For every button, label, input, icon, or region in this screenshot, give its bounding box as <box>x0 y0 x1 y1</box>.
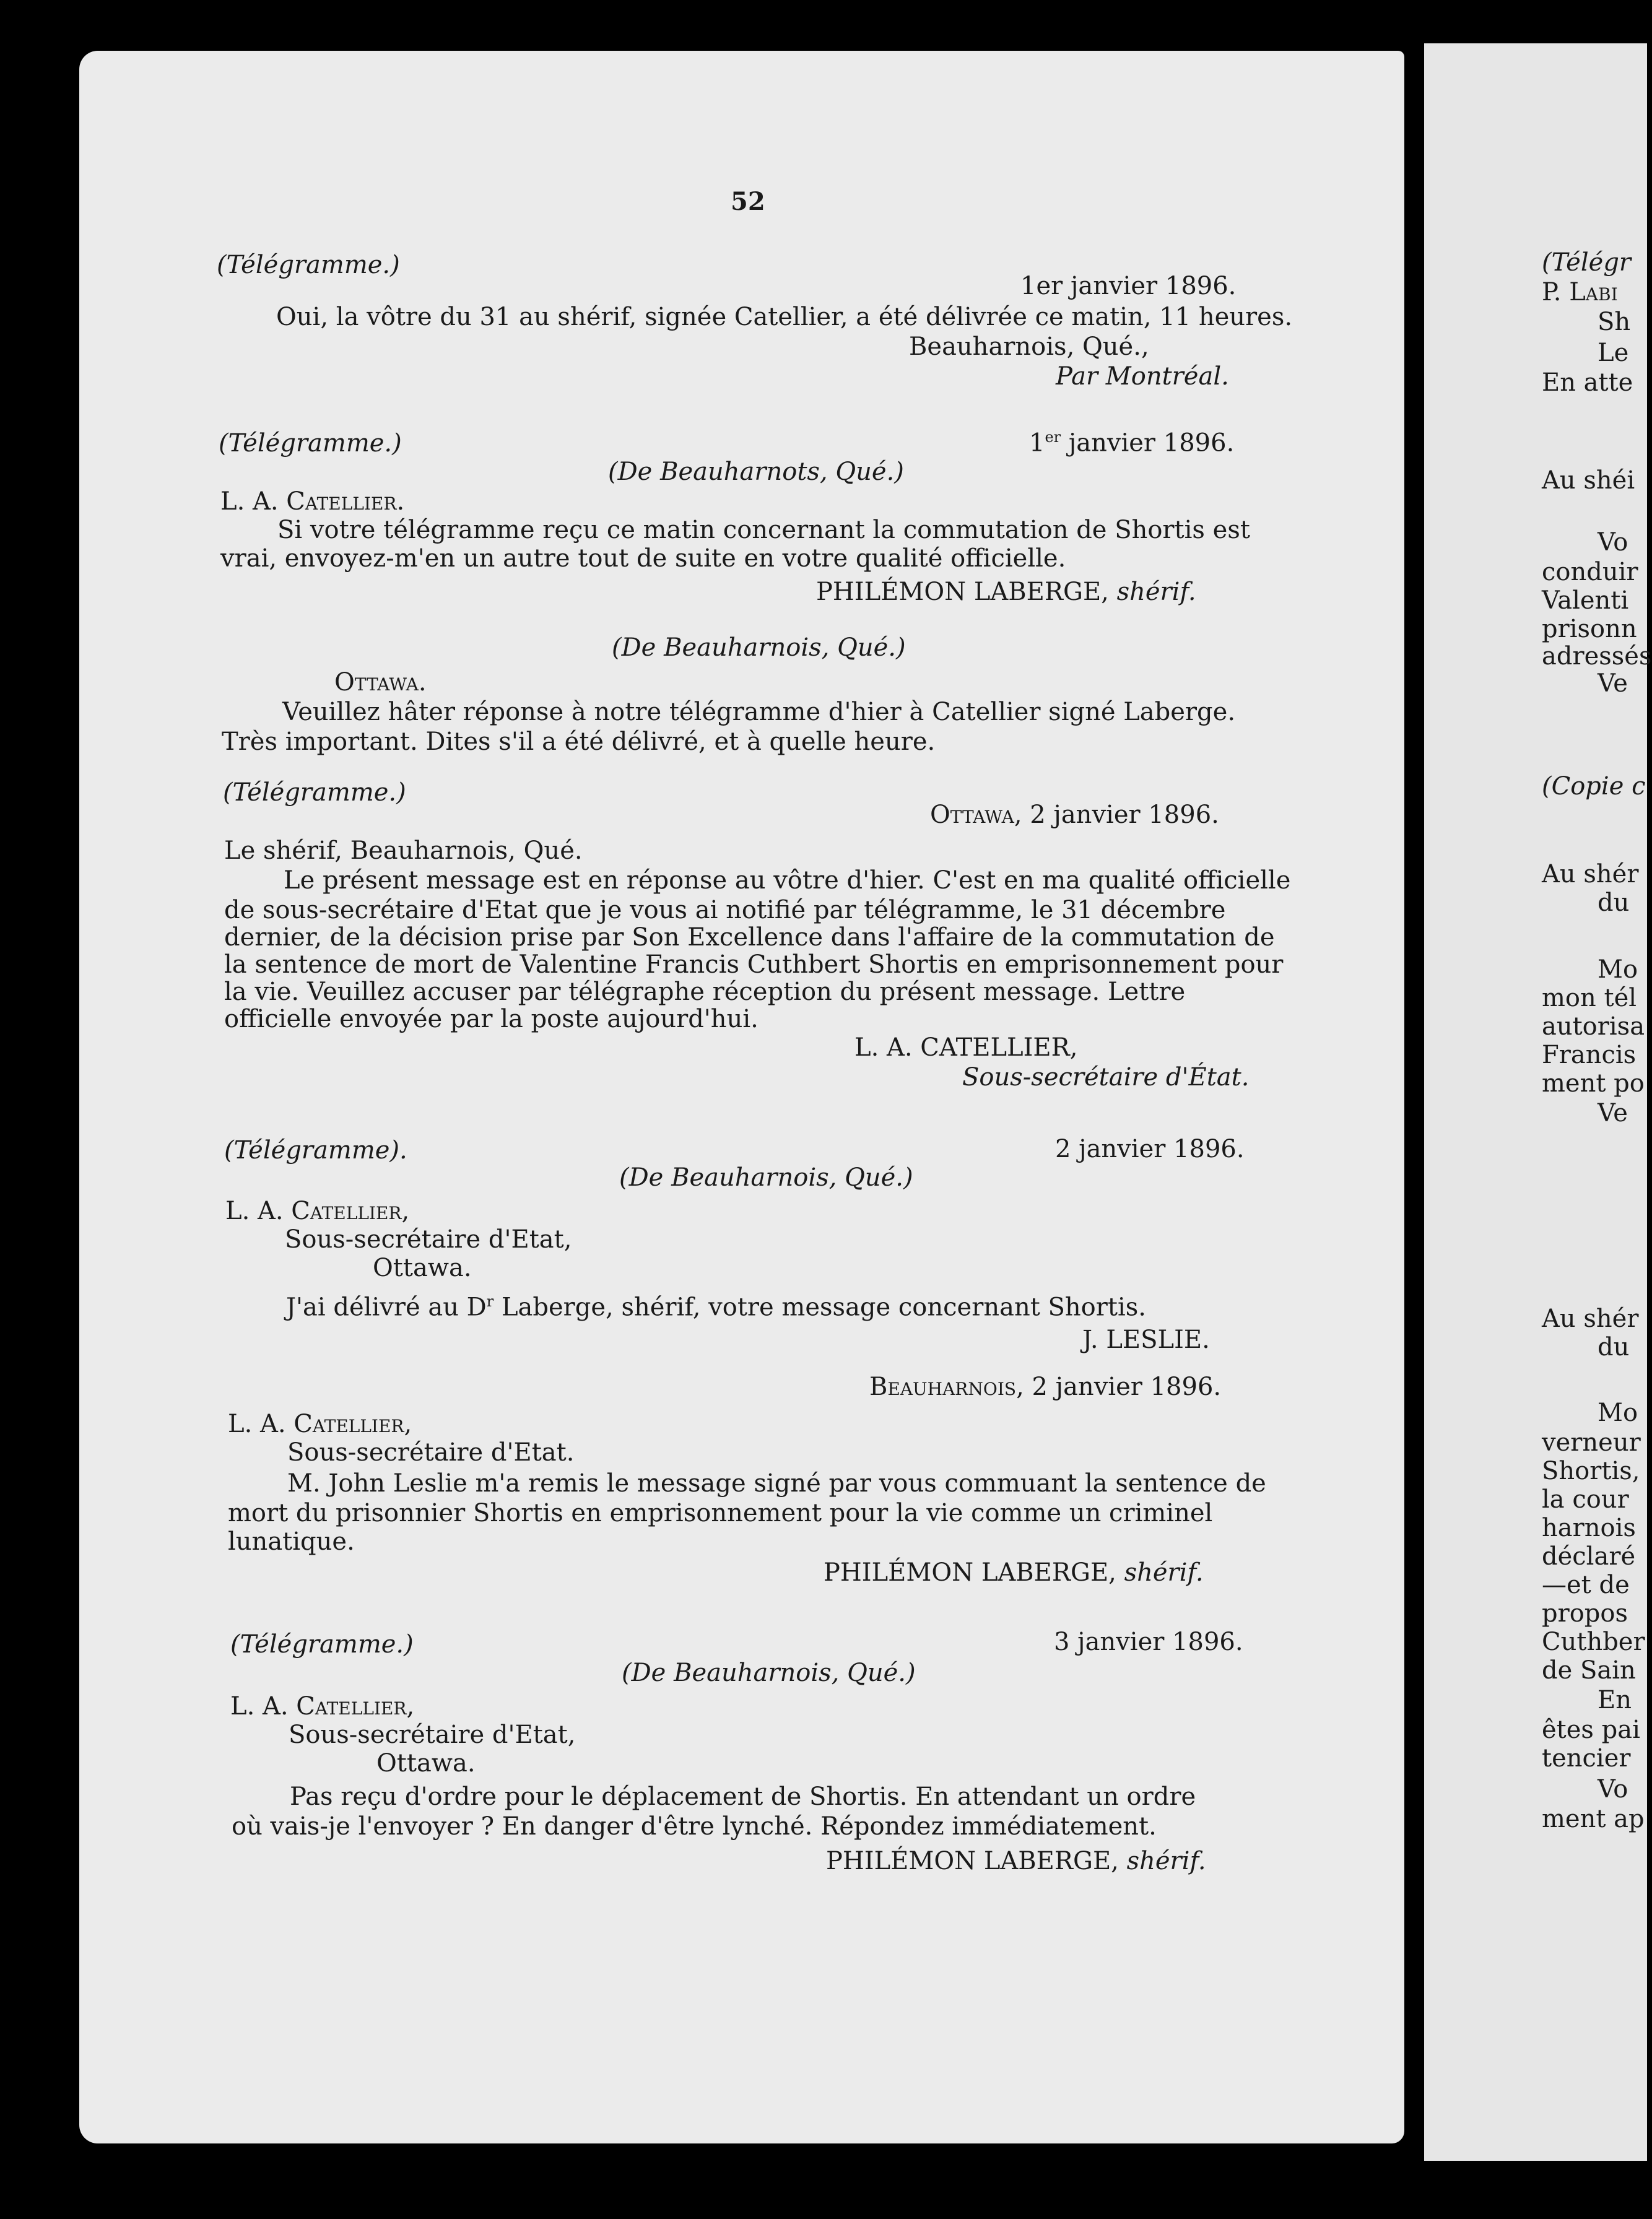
letter-addressee-line: L. A. Catellier, <box>228 1410 412 1438</box>
telegram-signature: J. LESLIE. <box>1082 1326 1210 1354</box>
fragment-line: En <box>1598 1686 1632 1714</box>
fragment-line: En atte <box>1542 368 1633 397</box>
telegram-body-line: de sous-secrétaire d'Etat que je vous ai notifié par télégramme, le 31 décembre <box>224 896 1226 924</box>
telegram-date: 1er janvier 1896. <box>1020 272 1237 300</box>
fragment-line: conduir <box>1542 558 1638 586</box>
telegram-heading: (Télégramme.) <box>223 778 406 807</box>
telegram-body-line: officielle envoyée par la poste aujourd'hui. <box>224 1005 759 1033</box>
fragment-line: prisonn <box>1542 615 1637 643</box>
telegram-addressee-line: Sous-secrétaire d'Etat, <box>289 1721 576 1749</box>
telegram-signature: PHILÉMON LABERGE, shérif. <box>826 1847 1206 1875</box>
fragment-line: (Télégr <box>1542 248 1632 277</box>
fragment-line: Francis <box>1542 1041 1637 1069</box>
telegram-via: Par Montréal. <box>1056 362 1229 391</box>
fragment-line: déclaré <box>1542 1542 1636 1571</box>
letter-signature: PHILÉMON LABERGE, shérif. <box>824 1558 1204 1587</box>
fragment-line: du <box>1598 1333 1630 1361</box>
telegram-addressee-line: Ottawa. <box>376 1749 476 1778</box>
telegram-body: Oui, la vôtre du 31 au shérif, signée Catellier, a été délivrée ce matin, 11 heures. <box>276 303 1293 331</box>
telegram-addressee: Le shérif, Beauharnois, Qué. <box>224 836 583 865</box>
telegram-body-line: dernier, de la décision prise par Son Excellence dans l'affaire de la commutation de <box>224 923 1275 952</box>
telegram-body-line: la vie. Veuillez accuser par télégraphe réception du présent message. Lettre <box>224 978 1186 1006</box>
fragment-line: propos <box>1542 1599 1628 1628</box>
telegram-origin: (De Beauharnots, Qué.) <box>608 458 904 486</box>
fragment-line: Vo <box>1598 1775 1628 1804</box>
fragment-line: adressés <box>1542 642 1652 671</box>
telegram-addressee-line: Ottawa. <box>373 1254 472 1282</box>
fragment-line: mon tél <box>1542 984 1637 1012</box>
telegram-body-line: Veuillez hâter réponse à notre télégramme d'hier à Catellier signé Laberge. <box>282 698 1236 726</box>
telegram-body-line: Très important. Dites s'il a été délivré, et à quelle heure. <box>222 727 936 756</box>
fragment-line: Cuthber <box>1542 1628 1645 1656</box>
telegram-addressee-line: Sous-secrétaire d'Etat, <box>285 1225 572 1254</box>
fragment-line: êtes pai <box>1542 1716 1640 1744</box>
fragment-line: Le <box>1598 339 1629 367</box>
fragment-line: Mo <box>1598 1399 1638 1427</box>
fragment-line: harnois <box>1542 1514 1636 1542</box>
fragment-line: Valenti <box>1542 586 1629 615</box>
telegram-addressee-line: L. A. Catellier, <box>230 1692 415 1721</box>
telegram-body-line: Le présent message est en réponse au vôtre d'hier. C'est en ma qualité officielle <box>284 866 1291 895</box>
telegram-addressee-line: L. A. Catellier, <box>225 1197 410 1225</box>
letter-place-date: Beauharnois, 2 janvier 1896. <box>869 1373 1222 1401</box>
fragment-line: Sh <box>1598 308 1631 336</box>
telegram-addressee: L. A. Catellier. <box>220 487 405 516</box>
telegram-body-line: Si votre télégramme reçu ce matin concernant la commutation de Shortis est <box>277 516 1250 544</box>
telegram-heading: (Télégramme.) <box>230 1630 414 1659</box>
fragment-line: Au shér <box>1542 1305 1639 1333</box>
telegram-date: 1er janvier 1896. <box>1029 428 1235 458</box>
fragment-line: ment ap <box>1542 1805 1645 1833</box>
fragment-line: —et de <box>1542 1571 1630 1599</box>
telegram-origin: (De Beauharnois, Qué.) <box>619 1163 913 1192</box>
telegram-body-line: vrai, envoyez-m'en un autre tout de suite en votre qualité officielle. <box>220 544 1066 573</box>
fragment-line: verneur <box>1542 1428 1641 1457</box>
fragment-line: Au shéi <box>1542 466 1635 495</box>
telegram-heading: (Télégramme.) <box>219 429 402 458</box>
fragment-line: de Sain <box>1542 1656 1636 1685</box>
letter-body-line: lunatique. <box>228 1527 355 1556</box>
fragment-line: tencier <box>1542 1744 1631 1773</box>
fragment-line: (Copie c <box>1542 772 1646 801</box>
fragment-line: autorisa <box>1542 1012 1645 1041</box>
fragment-line: ment po <box>1542 1069 1645 1098</box>
fragment-line: Ve <box>1598 1099 1628 1127</box>
fragment-line: du <box>1598 888 1630 917</box>
telegram-date: 3 janvier 1896. <box>1054 1628 1243 1656</box>
fragment-line: Ve <box>1598 669 1628 698</box>
fragment-line: la cour <box>1542 1485 1629 1514</box>
letter-body-line: mort du prisonnier Shortis en emprisonnement pour la vie comme un criminel <box>228 1499 1213 1527</box>
telegram-body-line: Pas reçu d'ordre pour le déplacement de Shortis. En attendant un ordre <box>290 1783 1196 1811</box>
telegram-origin: (De Beauharnois, Qué.) <box>622 1659 916 1687</box>
telegram-heading: (Télégramme). <box>224 1136 407 1165</box>
letter-body-line: M. John Leslie m'a remis le message signé par vous commuant la sentence de <box>287 1469 1266 1498</box>
telegram-body-line: la sentence de mort de Valentine Francis Cuthbert Shortis en emprisonnement pour <box>224 950 1284 979</box>
fragment-line: Vo <box>1598 528 1628 557</box>
next-page-fragment <box>1424 43 1652 2161</box>
telegram-signature: PHILÉMON LABERGE, shérif. <box>816 578 1196 606</box>
fragment-line: Mo <box>1598 955 1638 984</box>
telegram-place-date: Ottawa, 2 janvier 1896. <box>930 801 1219 829</box>
page-number: 52 <box>731 187 765 216</box>
telegram-origin: (De Beauharnois, Qué.) <box>612 633 906 662</box>
telegram-body: J'ai délivré au $D^r$ Laberge, shérif, votre message concernant Shortis. <box>286 1293 1146 1322</box>
telegram-signature: L. A. CATELLIER, <box>854 1033 1078 1062</box>
telegram-place: Beauharnois, Qué., <box>909 332 1149 361</box>
document-page <box>79 51 1404 2143</box>
fragment-line: P. Labi <box>1542 278 1618 306</box>
telegram-heading: (Télégramme.) <box>217 251 400 279</box>
telegram-addressee: Ottawa. <box>334 668 427 697</box>
telegram-signature-title: Sous-secrétaire d'État. <box>962 1063 1250 1092</box>
telegram-body-line: où vais-je l'envoyer ? En danger d'être lynché. Répondez immédiatement. <box>232 1812 1157 1841</box>
fragment-line: Au shér <box>1542 860 1639 888</box>
letter-addressee-line: Sous-secrétaire d'Etat. <box>287 1438 575 1467</box>
telegram-date: 2 janvier 1896. <box>1055 1135 1245 1163</box>
fragment-line: Shortis, <box>1542 1457 1640 1485</box>
